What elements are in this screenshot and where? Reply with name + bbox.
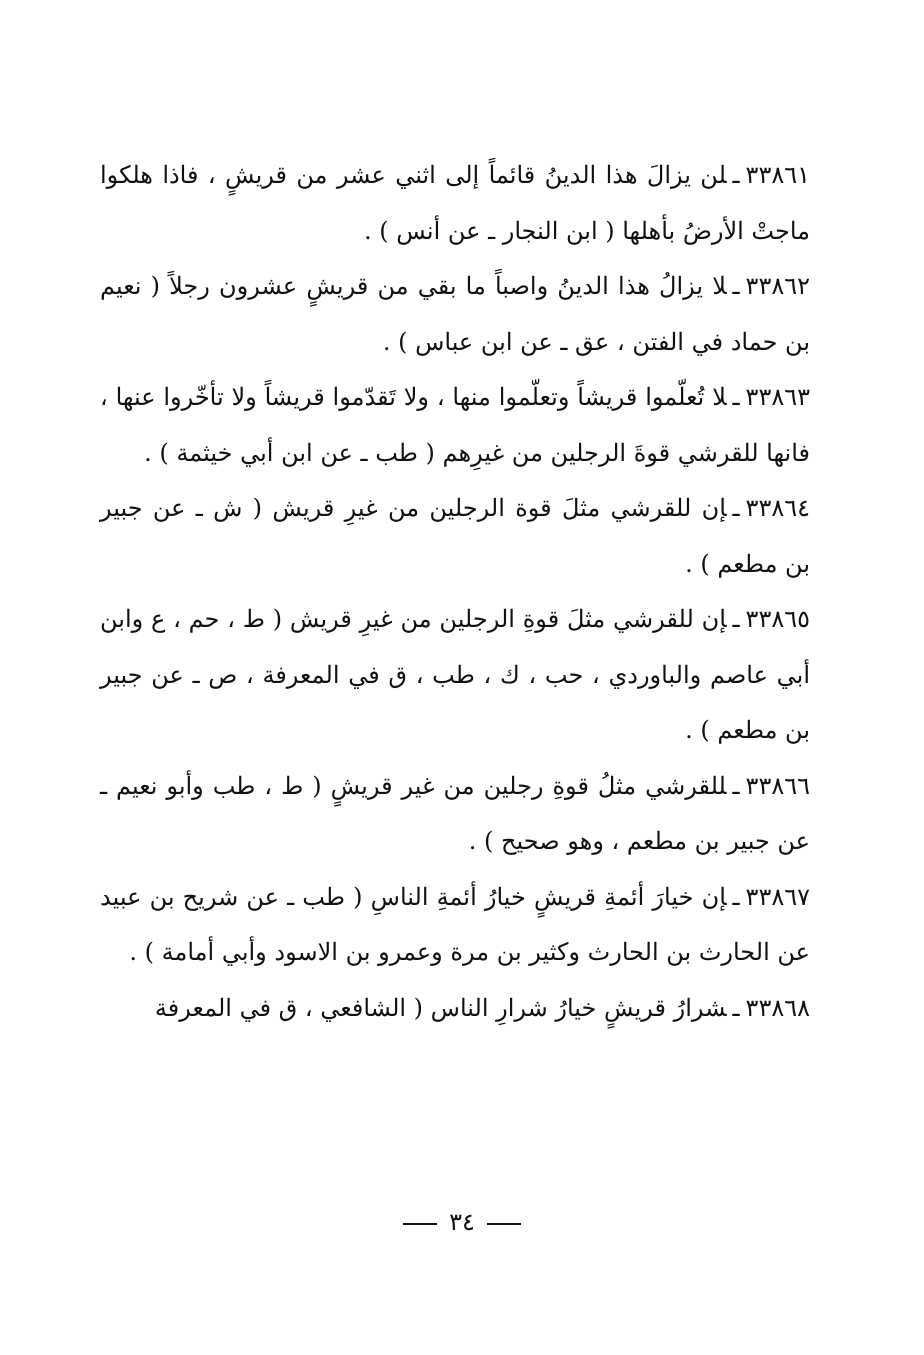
hadith-text: لا تُعلّموا قريشاً وتعلّموا منها ، ولا تَقدّموا قريشاً ولا تأخّروا عنها ، فانها للقرشي قوةَ الرجلين من غيرِهم ( طب ـ عن ابن أبي خيثمة ) . [100, 383, 810, 467]
hadith-number: ٣٣٨٦٧ [745, 882, 810, 911]
entry-dash: ـ [732, 993, 740, 1022]
hadith-number: ٣٣٨٦٣ [745, 383, 810, 411]
hadith-number: ٣٣٨٦٤ [745, 494, 810, 522]
page-number: ٣٤ [449, 1208, 475, 1236]
hadith-text: للقرشي مثلُ قوةِ رجلين من غير قريشٍ ( ط ، طب وأبو نعيم ـ عن جبير بن مطعم ، وهو صحيح ) . [100, 771, 810, 855]
hadith-entry [100, 592, 810, 759]
hadith-entry [100, 148, 810, 259]
hadith-entry [100, 481, 810, 592]
hadith-number: ٣٣٨٦٨ [745, 993, 810, 1022]
hadith-text: إن للقرشي مثلَ قوة الرجلين من غيرِ قريش ( ش ـ عن جبير بن مطعم ) . [100, 494, 810, 578]
entry-dash: ـ [732, 161, 740, 189]
entry-dash: ـ [732, 882, 740, 911]
hadith-number: ٣٣٨٦٥ [745, 605, 810, 633]
hadith-entry [100, 759, 810, 870]
hadith-text: إن للقرشي مثلَ قوةِ الرجلين من غيرِ قريش ( ط ، حم ، ع وابن أبي عاصم والباوردي ، حب ، ك ، طب ، ق في المعرفة ، ص ـ عن جبير بن مطعم ) . [100, 605, 810, 744]
hadith-entry [100, 259, 810, 370]
entry-dash: ـ [732, 494, 740, 522]
hadith-text: لا يزالُ هذا الدينُ واصباً ما بقي من قريشٍ عشرون رجلاً ( نعيم بن حماد في الفتن ، عق ـ عن ابن عباس ) . [100, 272, 810, 356]
entry-dash: ـ [732, 383, 740, 411]
footer-rule-right [487, 1223, 521, 1225]
footer-rule-left [403, 1223, 437, 1225]
hadith-text: لن يزالَ هذا الدينُ قائماً إلى اثني عشر من قريشٍ ، فاذا هلكوا ماجتْ الأرضُ بأهلها ( ابن النجار ـ عن أنس ) . [100, 161, 810, 245]
hadith-number: ٣٣٨٦١ [745, 161, 810, 189]
hadith-entry [100, 370, 810, 481]
entry-dash: ـ [732, 272, 740, 300]
hadith-text: شرارُ قريشٍ خيارُ شرارِ الناس ( الشافعي ، ق في المعرفة [154, 993, 727, 1022]
hadith-text-block [100, 148, 810, 1036]
entry-dash: ـ [732, 605, 740, 633]
hadith-entry [100, 981, 810, 1037]
hadith-number: ٣٣٨٦٦ [745, 771, 810, 800]
page-footer [0, 1208, 924, 1236]
hadith-number: ٣٣٨٦٢ [745, 272, 810, 300]
entry-dash: ـ [732, 771, 740, 800]
hadith-entry [100, 870, 810, 981]
hadith-text: إن خيارَ أئمةِ قريشٍ خيارُ أئمةِ الناسِ ( طب ـ عن شريح بن عبيد عن الحارث بن الحارث وكثير بن مرة وعمرو بن الاسود وأبي أمامة ) . [100, 882, 810, 966]
